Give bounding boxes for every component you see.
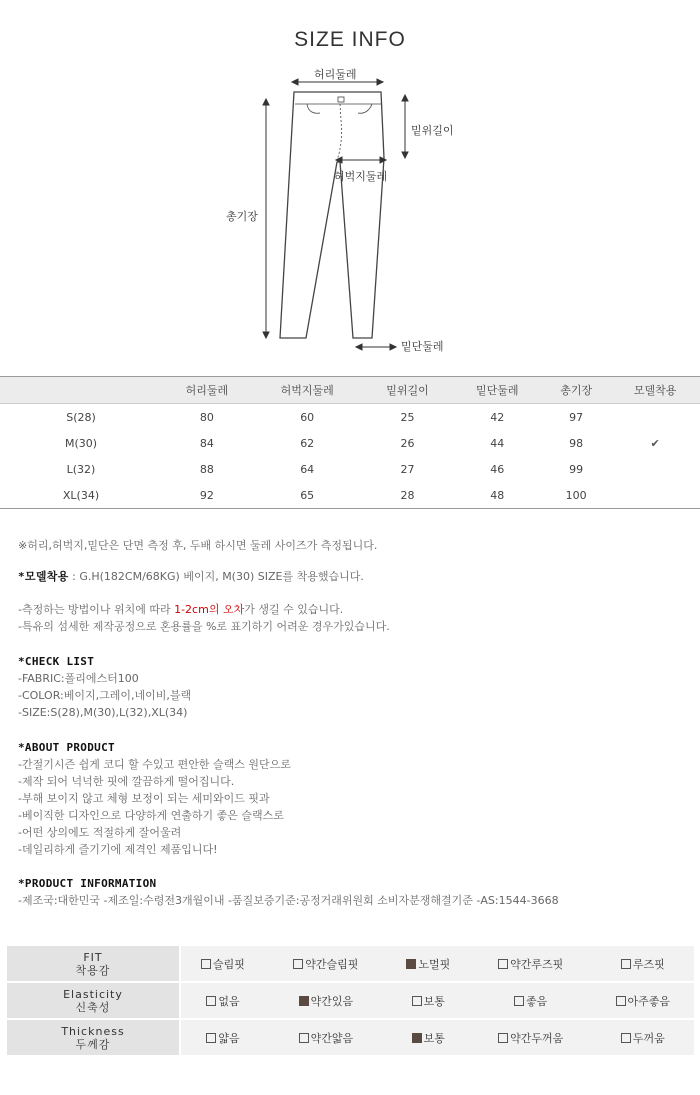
size-cell: 92: [162, 482, 252, 509]
unchecked-box-icon: [201, 959, 211, 969]
checked-box-icon: [299, 996, 309, 1006]
fit-option-label: 보통: [423, 994, 445, 1008]
fit-option-label: 루즈핏: [632, 957, 665, 971]
checked-box-icon: [412, 1033, 422, 1043]
info-title: *PRODUCT INFORMATION: [18, 877, 157, 890]
fit-option-label: 약간두꺼움: [510, 1031, 564, 1045]
fit-row-label: FIT 착용감: [7, 946, 180, 982]
model-check-icon: [610, 456, 700, 482]
unchecked-box-icon: [514, 996, 524, 1006]
model-check-icon: ✔: [650, 436, 660, 450]
fit-row-label: Elasticity 신축성: [7, 982, 180, 1019]
page-title: SIZE INFO: [294, 28, 406, 51]
unchecked-box-icon: [498, 1033, 508, 1043]
check-title: *CHECK LIST: [18, 655, 95, 668]
header-thigh: 허벅지둘레: [252, 377, 363, 404]
measure-note: ※허리,허벅지,밑단은 단면 측정 후, 두배 하시면 둘레 사이즈가 측정됩니다.: [18, 539, 378, 552]
fit-option-label: 슬림핏: [213, 957, 245, 971]
size-cell: 28: [363, 482, 453, 509]
waist-label: 허리둘레: [314, 68, 357, 81]
fit-option: [387, 982, 470, 1019]
size-cell: 46: [490, 462, 505, 476]
size-cell: M(30): [64, 436, 98, 450]
checked-box-icon: [406, 959, 416, 969]
size-cell: L(32): [66, 462, 96, 476]
fit-option: [265, 1019, 387, 1056]
unchecked-box-icon: [299, 1033, 309, 1043]
size-cell: 44: [490, 436, 505, 450]
error-note: [18, 601, 343, 618]
size-cell: 84: [199, 436, 214, 450]
check-item: -COLOR:베이지,그레이,네이비,블랙: [18, 689, 192, 702]
model-title: *모델착용: [18, 570, 69, 583]
product-information: [18, 875, 559, 909]
check-list: [18, 653, 191, 721]
err-red: 1-2cm의 오차: [174, 603, 245, 616]
check-item: -FABRIC:폴리에스터100: [18, 672, 139, 685]
unchecked-box-icon: [293, 959, 303, 969]
unchecked-box-icon: [616, 996, 626, 1006]
fit-option: [592, 946, 694, 982]
unchecked-box-icon: [621, 1033, 631, 1043]
size-cell: 60: [300, 410, 315, 424]
size-cell: 42: [490, 410, 505, 424]
size-cell: 65: [252, 482, 363, 509]
unchecked-box-icon: [621, 959, 631, 969]
header-length: 총기장: [542, 377, 610, 404]
fit-option: [470, 946, 592, 982]
header-model: 모델착용: [610, 377, 700, 404]
fit-option-label: 없음: [218, 994, 240, 1008]
about-item: -부해 보이지 않고 체형 보정이 되는 세미와이드 핏과: [18, 792, 270, 805]
fit-option-label: 보통: [423, 1031, 445, 1045]
size-cell: 62: [300, 436, 315, 450]
size-cell: 26: [400, 436, 415, 450]
size-row: [0, 430, 700, 456]
size-row: [0, 482, 700, 509]
about-item: -베이직한 디자인으로 다양하게 연출하기 좋은 슬랙스로: [18, 809, 284, 822]
fit-option: [180, 946, 265, 982]
size-cell: 100: [542, 482, 610, 509]
fit-row: [7, 946, 694, 982]
size-cell: 25: [400, 410, 415, 424]
size-cell: S(28): [66, 410, 96, 424]
model-text: : G.H(182CM/68KG) 베이지, M(30) SIZE를 착용했습니다.: [68, 570, 364, 583]
fit-option-label: 두꺼움: [632, 1031, 665, 1045]
fit-option-label: 얇음: [218, 1031, 240, 1045]
about-title: *ABOUT PRODUCT: [18, 741, 115, 754]
size-cell: 48: [452, 482, 542, 509]
about-item: -간절기시즌 쉽게 코디 할 수있고 편안한 슬랙스 원단으로: [18, 758, 291, 771]
check-item: -SIZE:S(28),M(30),L(32),XL(34): [18, 706, 188, 719]
unchecked-box-icon: [206, 1033, 216, 1043]
fit-option: [470, 982, 592, 1019]
fit-option: [180, 1019, 265, 1056]
size-cell: XL(34): [0, 482, 162, 509]
size-cell: 97: [569, 410, 584, 424]
err-pre: -측정하는 방법이나 위치에 따라: [18, 603, 175, 616]
fit-option-label: 약간얇음: [310, 1031, 354, 1045]
unchecked-box-icon: [498, 959, 508, 969]
header-hem: 밑단둘레: [452, 377, 542, 404]
thigh-label: 허벅지둘레: [334, 170, 388, 183]
header-waist: 허리둘레: [162, 377, 252, 404]
length-label: 총기장: [226, 210, 258, 223]
size-table: [0, 376, 700, 509]
fit-table: [7, 946, 694, 1057]
fit-option: [265, 946, 387, 982]
fit-option: [265, 982, 387, 1019]
pants-outline: [280, 92, 384, 338]
unchecked-box-icon: [412, 996, 422, 1006]
err-post: 가 생길 수 있습니다.: [244, 603, 344, 616]
fit-option-label: 좋음: [526, 994, 548, 1008]
size-cell: 98: [569, 436, 584, 450]
fit-option: [592, 982, 694, 1019]
model-check-icon: [610, 404, 700, 431]
fit-row: [7, 982, 694, 1019]
fit-option-label: 노멀핏: [418, 957, 451, 971]
about-item: -데일리하게 즐기기에 제격인 제품입니다!: [18, 843, 218, 856]
about-product: [18, 739, 291, 858]
rise-label: 밑위길이: [411, 124, 454, 137]
header-blank: [0, 377, 162, 404]
fit-option: [387, 1019, 470, 1056]
fit-row: [7, 1019, 694, 1056]
size-row: [0, 404, 700, 431]
model-note: [18, 568, 364, 585]
size-row: [0, 456, 700, 482]
size-cell: 80: [199, 410, 214, 424]
fit-option: [470, 1019, 592, 1056]
model-check-icon: [610, 482, 700, 509]
size-cell: 27: [400, 462, 415, 476]
fit-option-label: 약간있음: [310, 994, 354, 1008]
size-cell: 88: [199, 462, 214, 476]
hem-label: 밑단둘레: [401, 340, 444, 353]
info-text: -제조국:대한민국 -제조일:수령전3개월이내 -품질보증기준:공정거래위원회 소비자분쟁해결기준 -AS:1544-3668: [18, 894, 559, 907]
size-table-header: [0, 377, 700, 404]
fit-option-label: 약간슬림핏: [305, 957, 359, 971]
size-cell: 64: [300, 462, 315, 476]
header-rise: 밑위길이: [363, 377, 453, 404]
fit-option: [180, 982, 265, 1019]
about-item: -어떤 상의에도 적절하게 잘어울려: [18, 826, 182, 839]
pants-diagram: [0, 0, 700, 370]
fit-option: [592, 1019, 694, 1056]
fit-row-label: Thickness 두께감: [7, 1019, 180, 1056]
mix-note: -특유의 섬세한 제작공정으로 혼용률을 %로 표기하기 어려운 경우가있습니다.: [18, 620, 390, 633]
fit-option: [387, 946, 470, 982]
fit-option-label: 아주좋음: [627, 994, 671, 1008]
about-item: -제작 되어 넉넉한 핏에 깔끔하게 떨어집니다.: [18, 775, 235, 788]
unchecked-box-icon: [206, 996, 216, 1006]
fit-option-label: 약간루즈핏: [510, 957, 564, 971]
size-cell: 99: [569, 462, 584, 476]
